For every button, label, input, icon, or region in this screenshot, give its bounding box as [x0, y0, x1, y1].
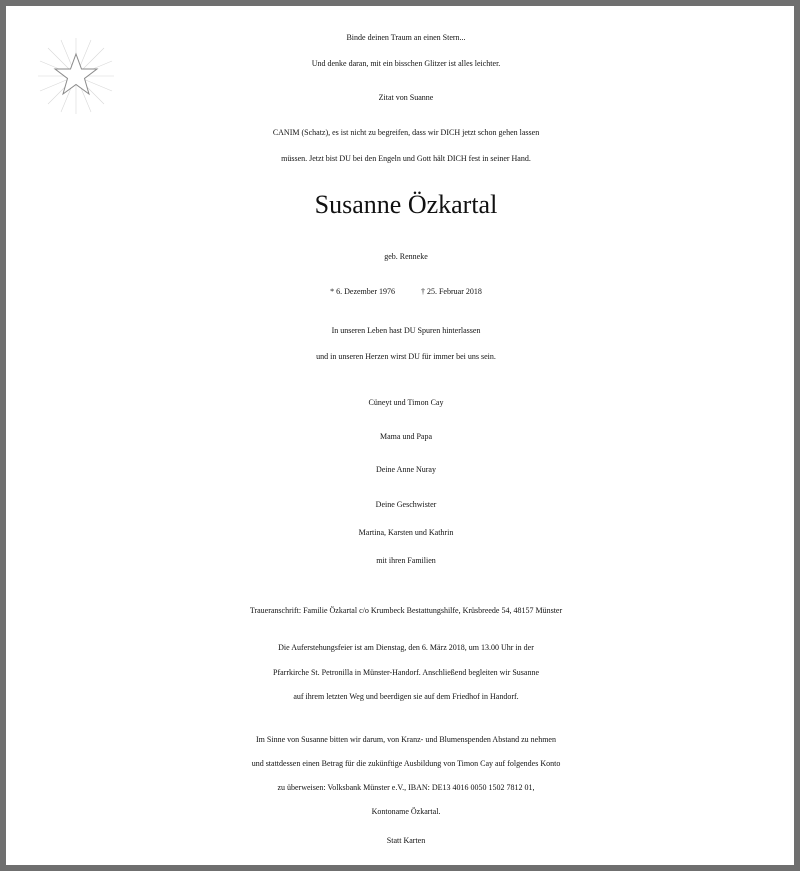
donation-line-2: und stattdessen einen Betrag für die zukünftige Ausbildung von Timon Cay auf folgendes Konto [251, 759, 561, 768]
death-date: † 25. Februar 2018 [420, 287, 482, 296]
verse-line-1: In unseren Leben hast DU Spuren hinterlassen [331, 326, 481, 335]
donation-line-4: Kontoname Özkartal. [371, 807, 441, 816]
mourner-line-2: Mama und Papa [380, 432, 432, 441]
closing-note: Statt Karten [386, 836, 426, 845]
life-dates [6, 287, 800, 296]
service-line-3: auf ihrem letzten Weg und beerdigen sie auf dem Friedhof in Handorf. [293, 692, 519, 701]
mourning-address: Traueranschrift: Familie Özkartal c/o Krumbeck Bestattungshilfe, Krüsbreede 54, 48157 Münster [249, 606, 563, 615]
birth-date: * 6. Dezember 1976 [330, 287, 395, 296]
maiden-name: geb. Renneke [384, 252, 428, 261]
donation-line-3: zu überweisen: Volksbank Münster e.V., IBAN: DE13 4016 0050 1502 7812 01, [277, 783, 535, 792]
donation-line-1: Im Sinne von Susanne bitten wir darum, von Kranz- und Blumenspenden Abstand zu nehmen [256, 735, 556, 744]
mourner-line-1: Cüneyt und Timon Cay [368, 398, 444, 407]
mourner-line-6: mit ihren Familien [376, 556, 436, 565]
service-line-2: Pfarrkirche St. Petronilla in Münster-Handorf. Anschließend begleiten wir Susanne [273, 668, 539, 677]
dedication-line-2: müssen. Jetzt bist DU bei den Engeln und Gott hält DICH fest in seiner Hand. [281, 154, 531, 163]
star-icon [36, 36, 116, 116]
dedication-line-1: CANIM (Schatz), es ist nicht zu begreifen, dass wir DICH jetzt schon gehen lassen [272, 128, 540, 137]
quote-line-2: Und denke daran, mit ein bisschen Glitzer ist alles leichter. [311, 59, 501, 68]
mourner-line-3: Deine Anne Nuray [376, 465, 436, 474]
deceased-name: Susanne Özkartal [314, 190, 498, 219]
quote-attribution: Zitat von Suanne [378, 93, 434, 102]
mourner-line-5: Martina, Karsten und Kathrin [358, 528, 454, 537]
mourner-line-4: Deine Geschwister [375, 500, 437, 509]
quote-line-1: Binde deinen Traum an einen Stern... [346, 33, 466, 42]
service-line-1: Die Auferstehungsfeier ist am Dienstag, den 6. März 2018, um 13.00 Uhr in der [278, 643, 534, 652]
verse-line-2: und in unseren Herzen wirst DU für immer bei uns sein. [316, 352, 496, 361]
